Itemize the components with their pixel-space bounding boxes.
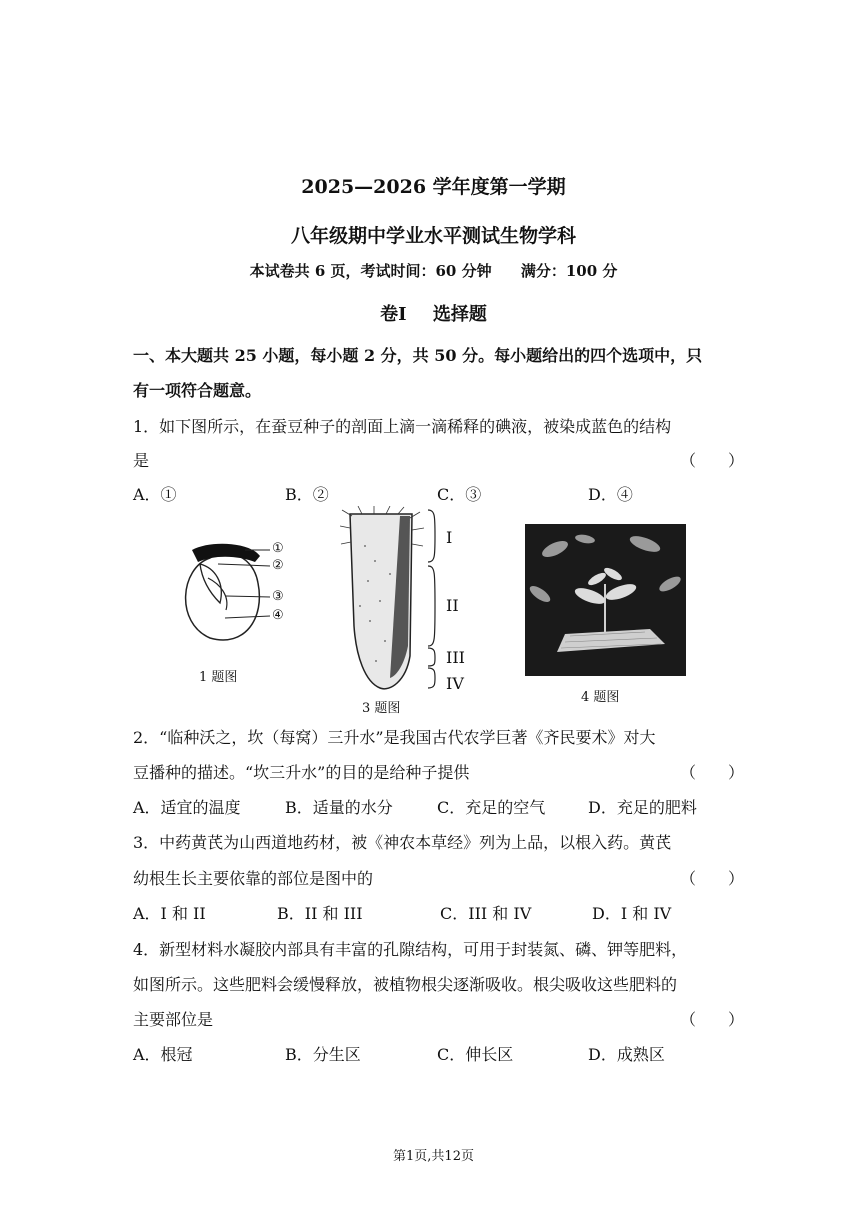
q1-stem-line1: 1．如下图所示，在蚕豆种子的剖面上滴一滴稀释的碘液，被染成蓝色的结构 [133, 417, 672, 436]
q4-option-d: D．成熟区 [588, 1045, 665, 1064]
instructions-line2: 有一项符合题意。 [133, 381, 262, 400]
q1-option-b: B．② [285, 485, 329, 504]
section-label: 卷Ⅰ [380, 304, 407, 325]
q3-option-b: B．II 和 III [277, 904, 363, 923]
page-footer: 第1页,共12页 [393, 1149, 474, 1164]
q3-option-c: C．III 和 IV [440, 904, 532, 923]
q2-option-c: C．充足的空气 [437, 798, 546, 817]
section-heading [0, 300, 867, 326]
q4-option-b: B．分生区 [285, 1045, 361, 1064]
q3-stem-line2: 幼根生长主要依靠的部位是图中的 [133, 869, 374, 888]
exam-full-score: 满分：100 分 [520, 262, 618, 280]
instructions-line1: 一、本大题共 25 小题，每小题 2 分，共 50 分。每小题给出的四个选项中，只 [133, 346, 703, 365]
fig3-label-ii: II [446, 596, 459, 615]
fig3-label-i: I [446, 528, 453, 547]
fig4-plant-photo [525, 524, 686, 676]
q1-option-c: C．③ [437, 485, 482, 504]
q2-answer-paren: （ ） [680, 763, 745, 782]
q1-option-d: D．④ [588, 485, 633, 504]
q4-option-c: C．伸长区 [437, 1045, 514, 1064]
section-name: 选择题 [432, 304, 487, 325]
fig1-label-4: ④ [272, 608, 284, 623]
exam-title-year: 2025—2026 学年度第一学期 [301, 176, 566, 198]
q1-stem-line2: 是 [133, 451, 150, 470]
q1-answer-paren: （ ） [680, 451, 745, 470]
exam-pages-time: 本试卷共 6 页，考试时间：60 分钟 [249, 262, 492, 280]
fig1-label-2: ② [272, 558, 284, 573]
q3-option-a: A．I 和 II [133, 904, 206, 923]
q2-stem-line1: 2．“临种沃之，坎（每窝）三升水”是我国古代农学巨著《齐民要术》对大 [133, 728, 656, 747]
q4-stem-line1: 4．新型材料水凝胶内部具有丰富的孔隙结构，可用于封装氮、磷、钾等肥料， [133, 940, 688, 959]
fig1-label-1: ① [272, 541, 284, 556]
exam-meta [0, 260, 867, 281]
exam-title-subject: 八年级期中学业水平测试生物学科 [290, 225, 576, 247]
q3-option-d: D．I 和 IV [592, 904, 672, 923]
q1-option-a: A．① [133, 485, 177, 504]
q3-stem-line1: 3．中药黄芪为山西道地药材，被《神农本草经》列为上品，以根入药。黄芪 [133, 833, 672, 852]
q2-option-b: B．适量的水分 [285, 798, 393, 817]
q3-answer-paren: （ ） [680, 869, 745, 888]
fig3-caption: 3 题图 [362, 701, 401, 716]
q2-option-d: D．充足的肥料 [588, 798, 697, 817]
fig3-label-iv: IV [446, 674, 464, 693]
q4-stem-line2: 如图所示。这些肥料会缓慢释放，被植物根尖逐渐吸收。根尖吸收这些肥料的 [133, 975, 678, 994]
q4-answer-paren: （ ） [680, 1010, 745, 1029]
q2-stem-line2: 豆播种的描述。“坎三升水”的目的是给种子提供 [133, 763, 470, 782]
q4-option-a: A．根冠 [133, 1045, 193, 1064]
fig4-caption: 4 题图 [581, 690, 620, 705]
q4-stem-line3: 主要部位是 [133, 1010, 214, 1029]
fig3-label-iii: III [446, 648, 465, 667]
q2-option-a: A．适宜的温度 [133, 798, 241, 817]
fig1-caption: 1 题图 [199, 670, 238, 685]
fig1-label-3: ③ [272, 589, 284, 604]
